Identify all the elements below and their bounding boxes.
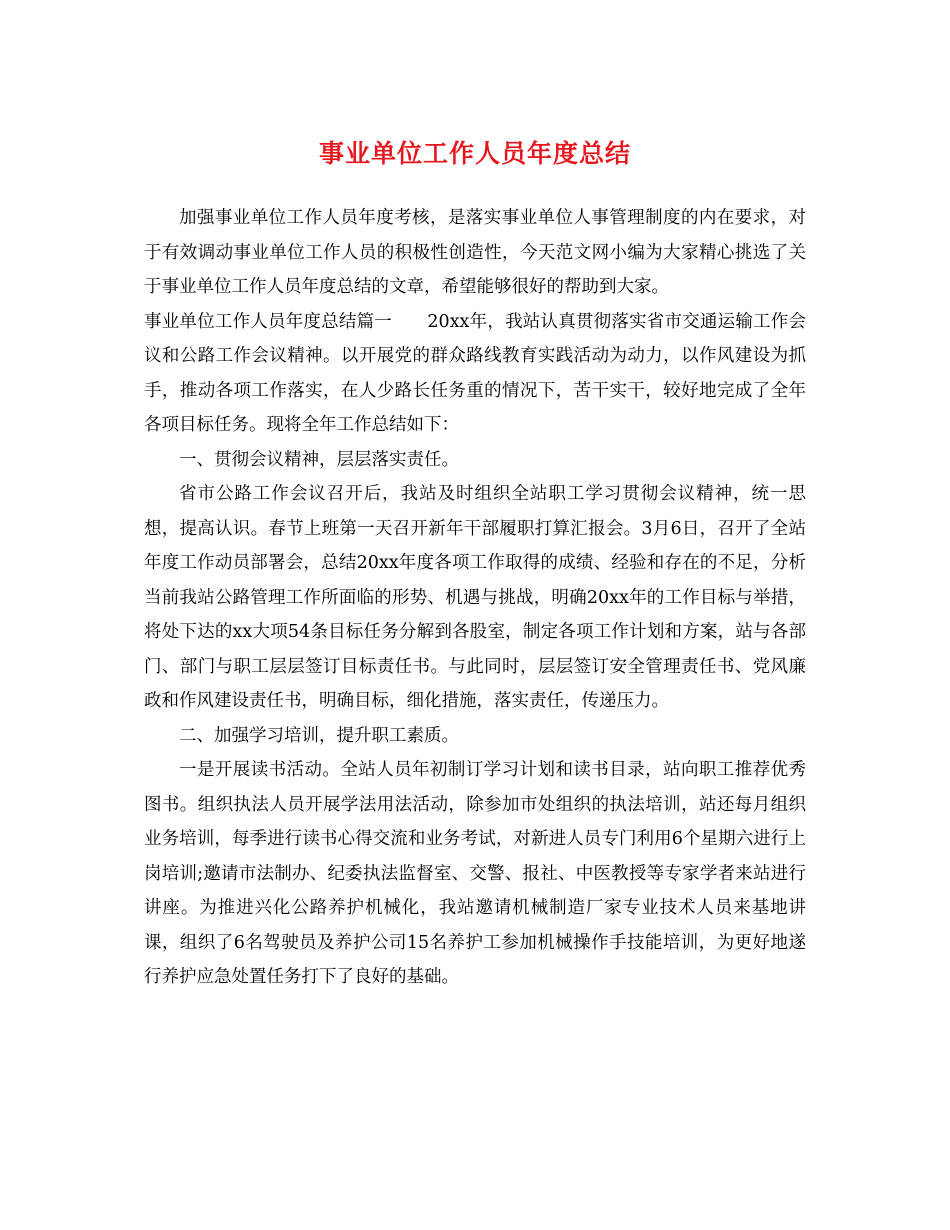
- intro-paragraph: 加强事业单位工作人员年度考核，是落实事业单位人事管理制度的内在要求，对于有效调动事业单位工作人员的积极性创造性，今天范文网小编为大家精心挑选了关于事业单位工作人员年度总结的文章，希望能够很好的帮助到大家。: [144, 208, 806, 297]
- document-title: 事业单位工作人员年度总结: [318, 139, 631, 168]
- heading-two: 二、加强学习培训，提升职工素质。: [179, 725, 459, 746]
- paragraph-training: 一是开展读书活动。全站人员年初制订学习计划和读书目录，站向职工推荐优秀图书。组织执法人员开展学法用法活动，除参加市处组织的执法培训，站还每月组织业务培训，每季进行读书心得交流和业务考试，对新进人员专门利用6个星期六进行上岗培训;邀请市法制办、纪委执法监督室、交警、报社、中医教授等专家学者来站进行讲座。为推进兴化公路养护机械化，我站邀请机械制造厂家专业技术人员来基地讲课，组织了6名驾驶员及养护公司15名养护工参加机械操作手技能培训，为更好地遂行养护应急处置任务打下了良好的基础。: [144, 760, 806, 987]
- section-intro-paragraph: 事业单位工作人员年度总结篇一 20xx年，我站认真贯彻落实省市交通运输工作会议和公路工作会议精神。以开展党的群众路线教育实践活动为动力，以作风建设为抓手，推动各项工作落实，在人少路长任务重的情况下，苦干实干，较好地完成了全年各项目标任务。现将全年工作总结如下：: [144, 311, 806, 435]
- document-body: [144, 201, 806, 995]
- heading-one: 一、贯彻会议精神，层层落实责任。: [179, 449, 459, 470]
- paragraph-meeting-spirit: 省市公路工作会议召开后，我站及时组织全站职工学习贯彻会议精神，统一思想，提高认识。春节上班第一天召开新年干部履职打算汇报会。3月6日，召开了全站年度工作动员部署会，总结20xx年度各项工作取得的成绩、经验和存在的不足，分析当前我站公路管理工作所面临的形势、机遇与挑战，明确20xx年的工作目标与举措，将处下达的xx大项54条目标任务分解到各股室，制定各项工作计划和方案，站与各部门、部门与职工层层签订目标责任书。与此同时，层层签订安全管理责任书、党风廉政和作风建设责任书，明确目标，细化措施，落实责任，传递压力。: [144, 484, 806, 711]
